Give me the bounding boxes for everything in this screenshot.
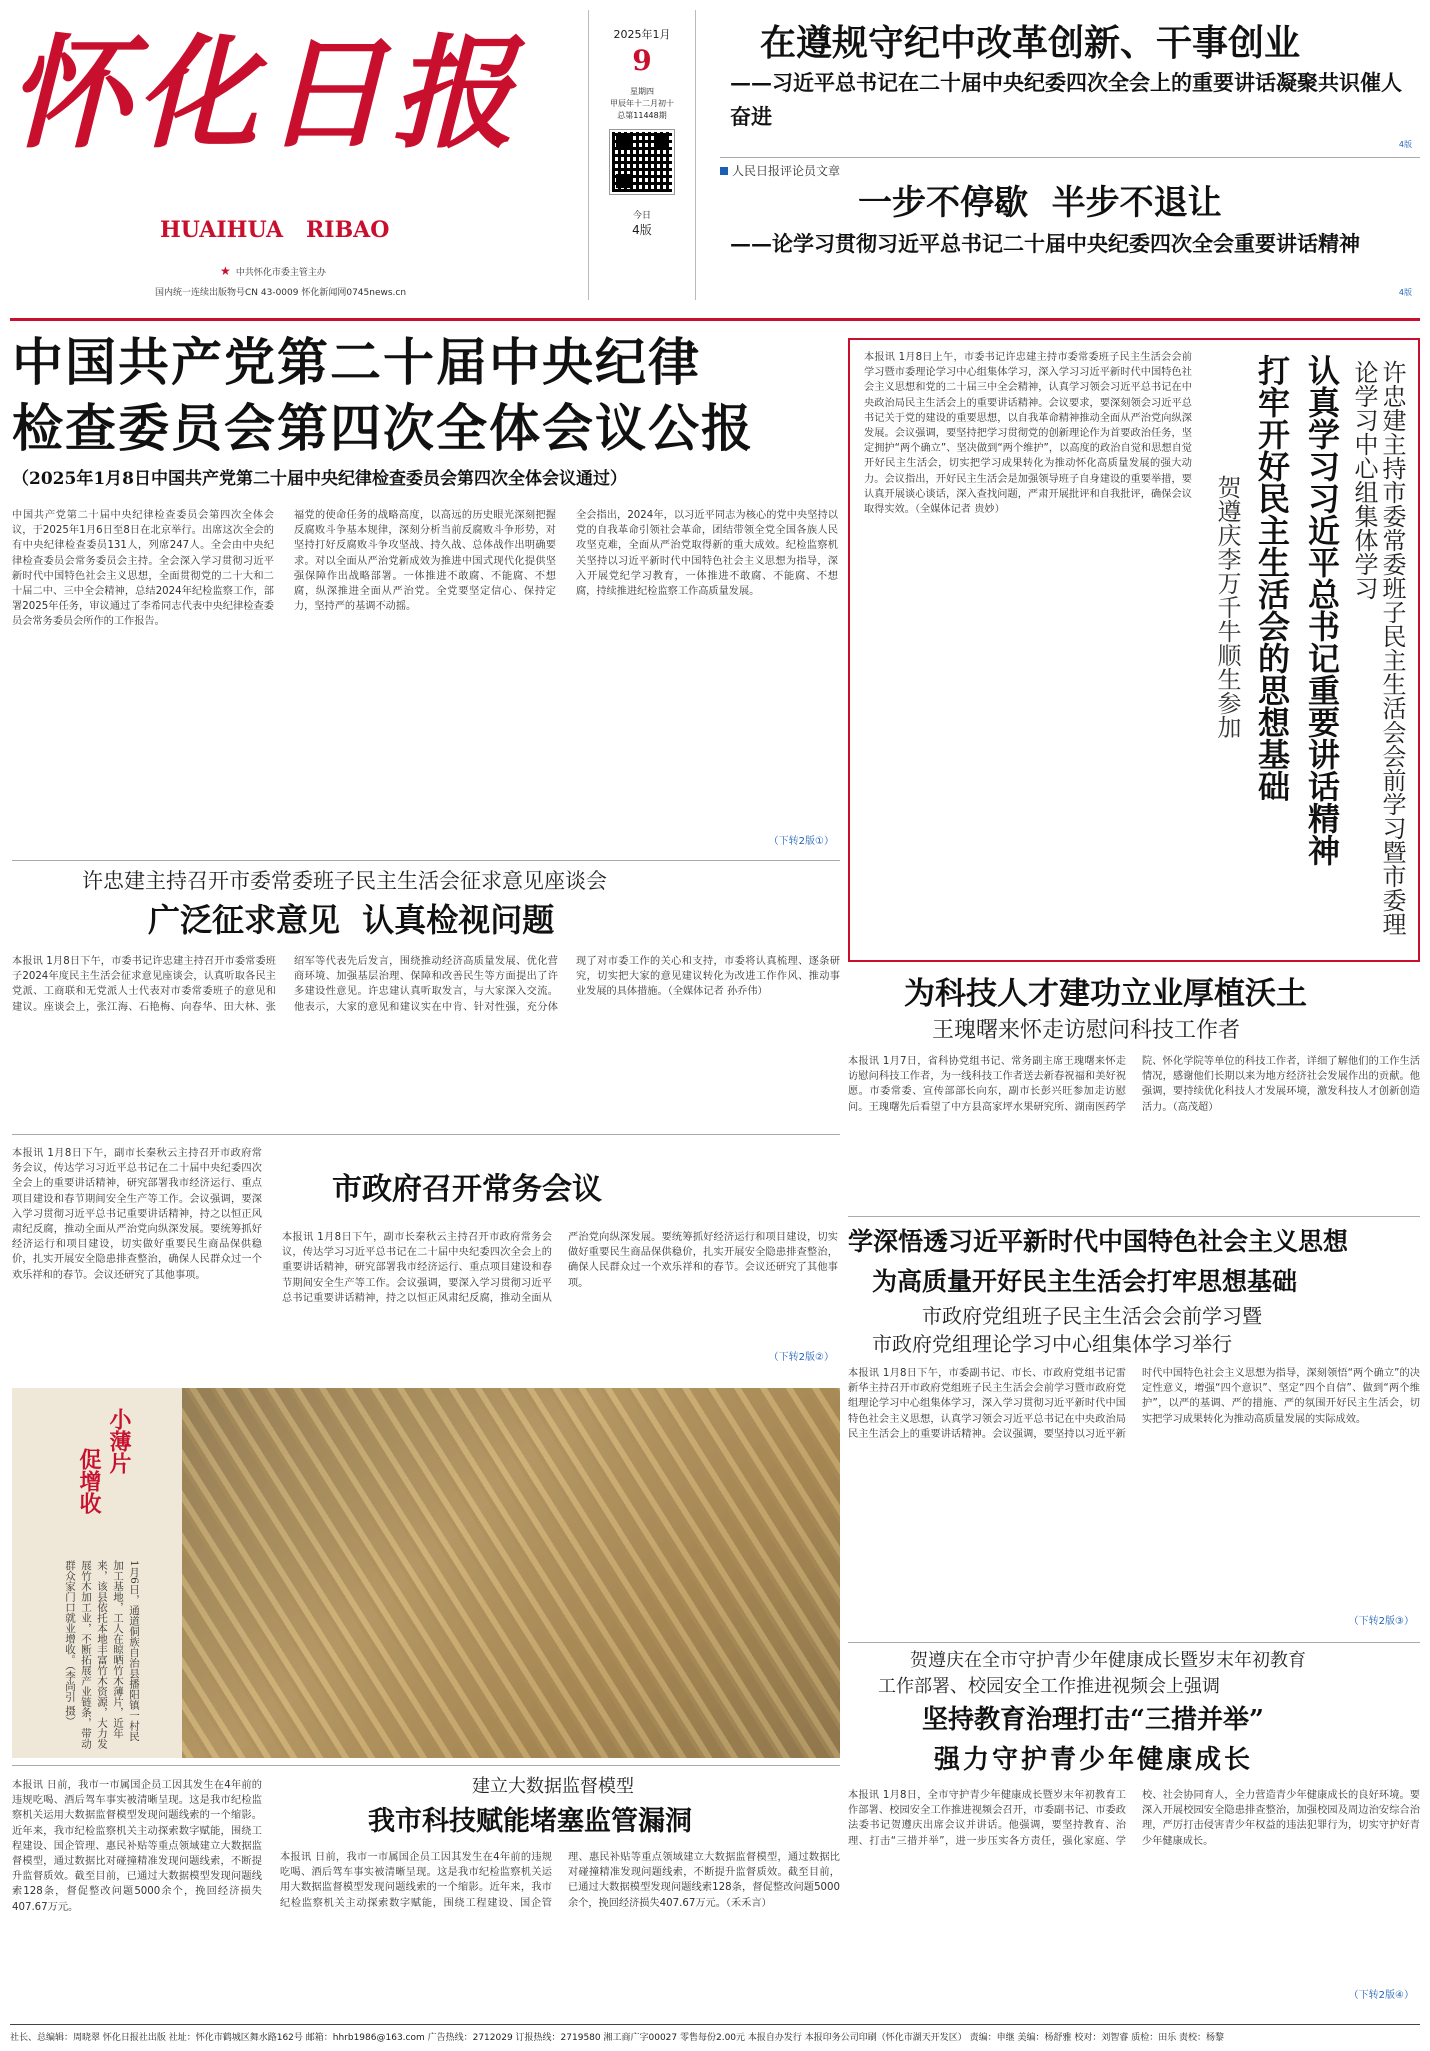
date-lunar: 甲辰年十二月初十 [610, 99, 674, 108]
top-divider [720, 157, 1420, 158]
changwu-note: 本报讯 1月8日下午，副市长秦秋云主持召开市政府常务会议，传达学习习近平总书记在二十届中央纪委四次全会上的重要讲话精神，研究部署我市经济运行、重点项目建设和春节期间安全生产等工作。会议强调，要深入学习贯彻习近平总书记重要讲话精神，持之以恒正风肃纪反腐，推动全面从严治党向纵深发展。要统筹抓好经济运行和项目建设，切实做好重要民生商品保供稳价，扎实开展安全隐患排查整治，确保人民群众过一个欢乐祥和的春节。会议还研究了其他事项。 [282, 1232, 838, 1304]
dashuju-text-right: 本报讯 日前，我市一市属国企员工因其发生在4年前的违规吃喝、酒后驾车事实被清晰呈现。这是我市纪检监察机关运用大数据监督模型发现问题线索的一个缩影。近年来，我市纪检监察机关主动探索数字赋能，围绕工程建设、国企管理、惠民补贴等重点领域建立大数据监督模型，通过数据比对碰撞精准发现问题线索，不断提升监督质效。截至目前，已通过大数据模型发现问题线索128条，督促整改问题5000余个，挽回经济损失407.67万元。（禾禾言） [280, 1852, 840, 1909]
footer-rule [10, 2024, 1420, 2025]
qingshaonian-kicker-2: 工作部署、校园安全工作推进视频会上强调 [878, 1676, 1220, 1697]
top-story-1-sub: ——习近平总书记在二十届中央纪委四次全会上的重要讲话凝聚共识催人奋进 [730, 70, 1402, 129]
divider-right-2 [848, 1642, 1420, 1643]
changwu-text-left: 本报讯 1月8日下午，副市长秦秋云主持召开市政府常务会议，传达学习习近平总书记在二十届中央纪委四次全会上的重要讲话精神，研究部署我市经济运行、重点项目建设和春节期间安全生产等工作。会议强调，要深入学习贯彻习近平总书记重要讲话精神，持之以恒正风肃纪反腐，推动全面从严治党向纵深发展。要统筹抓好经济运行和项目建设，切实做好重要民生商品保供稳价，扎实开展安全隐患排查整治，确保人民群众过一个欢乐祥和的春节。会议还研究了其他事项。 [12, 1148, 262, 1281]
top-story-2[interactable] [720, 162, 1420, 302]
masthead-pinyin: HUAIHUA RIBAO [160, 217, 390, 243]
keji-story[interactable] [848, 972, 1420, 1210]
keji-text: 本报讯 1月7日，省科协党组书记、常务副主席王瑰曙来怀走访慰问科技工作者，为一线科技工作者送去新春祝福和美好祝愿。市委常委、宣传部部长向东，副市长彭兴旺参加走访慰问。王瑰曙先后看望了中方县高家坪水果研究所、湖南医药学院、怀化学院等单位的科技工作者，详细了解他们的工作生活情况，感谢他们长期以来为地方经济社会发展作出的贡献。他强调，要持续优化科技人才发展环境，激发科技人才创新创造活力。（高茂超） [848, 1056, 1420, 1113]
lead-title-line2: 检查委员会第四次全体会议公报 [12, 399, 755, 459]
boxed-story-vert-attend: 贺遵庆李万千牛顺生参加 [1213, 475, 1241, 739]
sponsor-line: ★ 中共怀化市委主管主办 [220, 264, 326, 278]
top-story-1[interactable] [720, 20, 1420, 150]
lead-subtitle: （2025年1月8日中国共产党第二十届中央纪律检查委员会第四次全体会议通过） [12, 469, 627, 489]
photo-title-2: 促增收 [76, 1448, 102, 1514]
changwu-continue-link[interactable]: （下转2版②） [768, 1352, 834, 1363]
lead-article[interactable] [12, 330, 840, 855]
lead-continue-link[interactable]: （下转2版①） [768, 836, 834, 847]
zhengqiu-text: 本报讯 1月8日下午，市委书记许忠建主持召开市委常委班子2024年度民主生活会征求意见座谈会，认真听取各民主党派、工商联和无党派人士代表对市委常委班子的意见和建议。座谈会上，张江海、石艳梅、向春华、田大林、张绍军等代表先后发言，围绕推动经济高质量发展、优化营商环境、加强基层治理、保障和改善民生等方面提出了许多建设性意见。许忠建认真听取发言，与大家深入交流。他表示，大家的意见和建议实在中肯、针对性强，充分体现了对市委工作的关心和支持，市委将认真梳理、逐条研究，切实把大家的意见建议转化为改进工作作风、推动事业发展的具体措施。（全媒体记者 孙乔伟） [12, 956, 840, 1013]
top-story-2-title: 一步不停歇 半步不退让 [858, 183, 1222, 223]
lead-col-1: 中国共产党第二十届中央纪律检查委员会第四次全体会议，于2025年1月6日至8日在北京举行。出席这次全会的有中央纪律检查委员131人，列席247人。全会由中央纪律检查委员会常务委员会主持。全会深入学习贯彻习近平新时代中国特色社会主义思想，全面贯彻党的二十大和二十届二中、三中全会精神，总结2024年纪检监察工作，部署2025年任务，审议通过了李希同志代表中央纪律检查委员会常务委员会所作的工作报告。 [12, 510, 274, 628]
zhengqiu-story[interactable] [12, 866, 840, 1126]
top-story-2-page-ref[interactable]: 4版 [1398, 288, 1412, 297]
photo-caption: 1月6日，通道侗族自治县播阳镇一村民加工基地，工人在晾晒竹木薄片，近年来，该县依托本地丰富竹木资源，大力发展竹木加工业，不断拓展产业链条，带动群众家门口就业增收。（李尚引 摄） [64, 1560, 140, 1749]
cn-number: 国内统一连续出版物号CN 43-0009 怀化新闻网0745news.cn [155, 288, 407, 298]
qingshaonian-title-2: 强力守护青少年健康成长 [934, 1745, 1254, 1775]
lead-title-line1: 中国共产党第二十届中央纪律 [12, 333, 702, 393]
shenxi-title-1: 学深悟透习近平新时代中国特色社会主义思想 [848, 1227, 1349, 1256]
keji-sub: 王瑰曙来怀走访慰问科技工作者 [932, 1018, 1241, 1043]
lead-col-3: 全会指出，2024年，以习近平同志为核心的党中央坚持以党的自我革命引领社会革命，团结带领全党全国各族人民攻坚克难，全面从严治党取得新的重大成效。纪检监察机关坚持以习近平新时代中国特色社会主义思想为指导，深入开展党纪学习教育，一体推进不敢腐、不能腐、不想腐，持续推进纪检监察工作高质量发展。 [576, 510, 838, 598]
keji-title: 为科技人才建功立业厚植沃土 [904, 976, 1307, 1012]
shenxi-story[interactable] [848, 1222, 1420, 1632]
qingshaonian-title-1: 坚持教育治理打击“三措并举” [922, 1705, 1264, 1735]
shenxi-text: 本报讯 1月8日下午，市委副书记、市长、市政府党组书记雷新华主持召开市政府党组班子民主生活会会前学习暨市政府党组理论学习中心组集体学习，深入学习贯彻习近平新时代中国特色社会主义思想，认真学习领会习近平总书记在中央政治局民主生活会上的重要讲话精神。会议强调，要坚持以习近平新时代中国特色社会主义思想为指导，深刻领悟“两个确立”的决定性意义，增强“四个意识”、坚定“四个自信”、做到“两个维护”，以严的基调、严的措施、严的氛围开好民主生活会，切实把学习成果转化为推动高质量发展的实际成效。 [848, 1368, 1420, 1440]
photo-feature [12, 1388, 840, 1758]
footer-credits: 社长、总编辑：周晓翠 怀化日报社出版 社址：怀化市鹤城区舞水路162号 邮箱：hhrb1986@163.com 广告热线：2712029 订报热线：2719580 湘工商广字00027 零售每份2.00元 本报自办发行 本报印务公司印刷（怀化市湖天开发区） 责编：申继 美编：杨舒雅 校对：刘智睿 质检：田乐 责校：杨黎 [10, 2033, 1225, 2043]
shenxi-sub-1: 市政府党组班子民主生活会会前学习暨 [922, 1304, 1262, 1328]
boxed-story[interactable] [848, 338, 1420, 962]
top-story-2-sub: ——论学习贯彻习近平总书记二十届中央纪委四次全会重要讲话精神 [730, 231, 1360, 256]
zhengqiu-title: 广泛征求意见 认真检视问题 [148, 901, 555, 939]
qr-code-icon [610, 130, 674, 194]
divider-left-1 [12, 860, 840, 861]
masthead [0, 0, 580, 298]
top-story-1-page-ref[interactable]: 4版 [1398, 140, 1412, 149]
masthead-red-rule [10, 318, 1420, 321]
today-pages: 4版 [632, 223, 652, 237]
date-day: 9 [632, 44, 652, 77]
party-emblem-icon: ★ [220, 264, 231, 278]
zhengqiu-kicker: 许忠建主持召开市委常委班子民主生活会征求意见座谈会 [82, 869, 607, 893]
dashuju-kicker: 建立大数据监督模型 [472, 1776, 634, 1797]
divider-right-1 [848, 1216, 1420, 1217]
changwu-title: 市政府召开常务会议 [332, 1172, 602, 1207]
top-story-1-title: 在遵规守纪中改革创新、干事创业 [760, 22, 1301, 64]
bamboo-drying-photo [182, 1388, 840, 1758]
dashuju-title: 我市科技赋能堵塞监管漏洞 [368, 1806, 692, 1837]
boxed-story-vert-title-1: 认真学习习近平总书记重要讲话精神 [1303, 354, 1341, 866]
dashuju-story[interactable] [12, 1770, 840, 2002]
date-weekday: 星期四 [630, 87, 654, 96]
boxed-story-vert-sub: 许忠建主持市委常委班子民主生活会会前学习暨市委理论学习中心组集体学习 [1350, 360, 1406, 936]
qingshaonian-story[interactable] [848, 1648, 1420, 2004]
divider-left-2 [12, 1134, 840, 1135]
photo-title-1: 小薄片 [106, 1408, 132, 1474]
shenxi-title-2: 为高质量开好民主生活会打牢思想基础 [872, 1267, 1298, 1296]
dashuju-text-left: 本报讯 日前，我市一市属国企员工因其发生在4年前的违规吃喝、酒后驾车事实被清晰呈现。这是我市纪检监察机关运用大数据监督模型发现问题线索的一个缩影。近年来，我市纪检监察机关主动探索数字赋能，围绕工程建设、国企管理、惠民补贴等重点领域建立大数据监督模型，通过数据比对碰撞精准发现问题线索，不断提升监督质效。截至目前，已通过大数据模型发现问题线索128条，督促整改问题5000余个，挽回经济损失407.67万元。 [12, 1780, 262, 1913]
lead-col-2: 福党的使命任务的战略高度，以高远的历史眼光深刻把握反腐败斗争基本规律，深刻分析当前反腐败斗争形势，对坚持打好反腐败斗争攻坚战、持久战、总体战作出明确要求。对以全面从严治党新成效为推进中国式现代化提供坚强保障作出战略部署。一体推进不敢腐、不能腐、不想腐，纵深推进全面从严治党。全党要坚定信心、保持定力，坚持严的基调不动摇。 [294, 510, 556, 613]
issue-number: 总第11448期 [617, 111, 667, 120]
qingshaonian-kicker-1: 贺遵庆在全市守护青少年健康成长暨岁末年初教育 [910, 1650, 1306, 1671]
shenxi-sub-2: 市政府党组理论学习中心组集体学习举行 [872, 1332, 1232, 1356]
date-year-month: 2025年1月 [613, 28, 671, 41]
top-story-2-tag: 人民日报评论员文章 [720, 162, 1420, 179]
boxed-story-vert-title-2: 打牢开好民主生活会的思想基础 [1253, 354, 1291, 802]
shenxi-continue-link[interactable]: （下转2版③） [1348, 1616, 1414, 1627]
changwu-story[interactable] [12, 1140, 840, 1370]
masthead-logo: 怀化日报 [8, 21, 520, 165]
divider-left-3 [12, 1765, 840, 1766]
qingshaonian-continue-link[interactable]: （下转2版④） [1348, 1990, 1414, 2001]
date-block [588, 10, 696, 300]
square-bullet-icon [720, 167, 728, 175]
today-label: 今日 [632, 211, 651, 221]
boxed-story-text: 本报讯 1月8日上午，市委书记许忠建主持市委常委班子民主生活会会前学习暨市委理论学习中心组集体学习，深入学习习近平新时代中国特色社会主义思想和党的二十届三中全会精神，认真学习领会习近平总书记在中央政治局民主生活会上的重要讲话精神。会议要求，要深刻领会习近平总书记关于党的建设的重要思想，以自我革命精神推动全面从严治党向纵深发展。会议强调，要坚持把学习贯彻党的创新理论作为首要政治任务，坚定拥护“两个确立”、坚决做到“两个维护”，以高度的政治自觉和思想自觉开好民主生活会，切实把学习成果转化为推动怀化高质量发展的强大动力。会议指出，开好民主生活会是加强领导班子自身建设的重要举措，要认真开展谈心谈话，深入查找问题，严肃开展批评和自我批评，确保会议取得实效。（全媒体记者 贵妙） [864, 352, 1192, 516]
qingshaonian-text: 本报讯 1月8日，全市守护青少年健康成长暨岁末年初教育工作部署、校园安全工作推进视频会召开，市委副书记、市委政法委书记贺遵庆出席会议并讲话。他强调，要坚持教育、治理、打击“三措并举”，进一步压实各方责任，强化家庭、学校、社会协同育人，全力营造青少年健康成长的良好环境。要深入开展校园安全隐患排查整治，加强校园及周边治安综合治理，严厉打击侵害青少年权益的违法犯罪行为，切实守护好青少年健康成长。 [848, 1790, 1420, 1847]
